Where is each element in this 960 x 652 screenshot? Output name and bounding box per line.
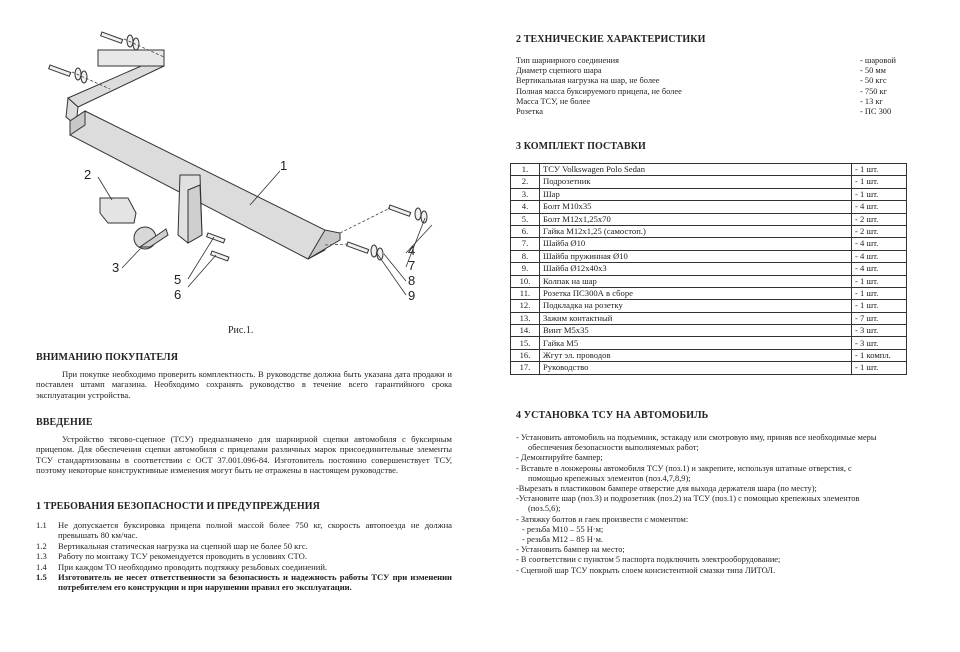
callout-1: 1 bbox=[280, 158, 288, 173]
safety-item: 1.3 Работу по монтажу ТСУ рекомендуется проводить в условиях СТО. bbox=[36, 551, 307, 562]
table-row: 12. Подкладка на розетку - 1 шт. bbox=[511, 300, 907, 312]
tow-hitch-drawing bbox=[40, 25, 460, 325]
spec-row: Полная масса буксируемого прицепа, не более - 750 кг bbox=[516, 86, 888, 96]
table-row: 8. Шайба пружинная Ø10 - 4 шт. bbox=[511, 250, 907, 262]
table-row: 6. Гайка М12х1,25 (самостоп.) - 2 шт. bbox=[511, 225, 907, 237]
figure-caption: Рис.1. bbox=[228, 325, 254, 336]
safety-item: 1.2 Вертикальная статическая нагрузка на сцепной шар не более 50 кгс. bbox=[36, 540, 308, 551]
table-row: 4. Болт М10х35 - 4 шт. bbox=[511, 201, 907, 213]
tow-hitch-svg bbox=[40, 25, 460, 325]
table-row: 2. Подрозетник - 1 шт. bbox=[511, 176, 907, 188]
install-line: - Установить автомобиль на подъемник, эстакаду или смотровую яму, приняв все необходимые меры bbox=[516, 433, 877, 442]
install-line: помощью крепежных элементов (поз.4,7,8,9); bbox=[528, 473, 691, 483]
table-row: 11. Розетка ПС300А в сборе - 1 шт. bbox=[511, 287, 907, 299]
table-row: 13. Зажим контактный - 7 шт. bbox=[511, 312, 907, 324]
safety-item-warning: 1.5 Изготовитель не несет ответственности за безопасность и надежность работы ТСУ при изменении потребителем его конструкции и при нарушении правил его эксплуатации. bbox=[36, 572, 452, 593]
kit-title: 3 КОМПЛЕКТ ПОСТАВКИ bbox=[516, 141, 646, 152]
table-row: 1. ТСУ Volkswagen Polo Sedan - 1 шт. bbox=[511, 164, 907, 176]
install-line: -Установите шар (поз.3) и подрозетник (поз.2) на ТСУ (поз.1) с помощью крепежных элементов bbox=[516, 494, 860, 504]
install-line: - Сцепной шар ТСУ покрыть слоем консистентной смазки типа ЛИТОЛ. bbox=[516, 565, 776, 575]
install-line: - Вставьте в лонжероны автомобиля ТСУ (поз.1) и закрепите, используя штатные отверстия, с bbox=[516, 463, 852, 473]
intro-text: Устройство тягово-сцепное (ТСУ) предназначено для шарнирной сцепки автомобиля с буксирным прицепом. Для обеспечения сцепки автомобиля с прицепами различных марок присоединительные элементы ТСУ стандартизованы в соответствии с ОСТ 37.001.096-84. Изготовитель постоянно совершенствует ТСУ, поэтому некоторые конструктивные изменения могут быть не отражены в настоящем руководстве. bbox=[36, 434, 452, 476]
spec-row: Вертикальная нагрузка на шар, не более - 50 кгс bbox=[516, 76, 887, 86]
install-line: - Установить бампер на место; bbox=[516, 545, 625, 555]
safety-title: 1 ТРЕБОВАНИЯ БЕЗОПАСНОСТИ И ПРЕДУПРЕЖДЕНИЯ bbox=[36, 501, 320, 512]
spec-row: Тип шарнирного соединения - шаровой bbox=[516, 56, 896, 65]
install-steps bbox=[516, 433, 936, 576]
callout-5: 5 bbox=[174, 272, 182, 287]
table-row: 17. Руководство - 1 шт. bbox=[511, 362, 907, 374]
install-line: - Затяжку болтов и гаек произвести с моментом: bbox=[516, 514, 689, 524]
install-line: -Вырезать в пластиковом бампере отверстие для выхода держателя шара (по месту); bbox=[516, 484, 817, 494]
install-line: - резьба М12 – 85 Н·м. bbox=[522, 535, 603, 545]
safety-item: 1.1 Не допускается буксировка прицепа полной массой более 750 кг, скорость автопоезда не должна превышать 80 км/час. bbox=[36, 520, 452, 541]
callout-3: 3 bbox=[112, 260, 120, 275]
safety-item: 1.4 При каждом ТО необходимо проводить подтяжку резьбовых соединений. bbox=[36, 561, 328, 572]
table-row: 5. Болт М12х1,25х70 - 2 шт. bbox=[511, 213, 907, 225]
buyer-notice-title: ВНИМАНИЮ ПОКУПАТЕЛЯ bbox=[36, 352, 179, 363]
spec-row: Диаметр сцепного шара - 50 мм bbox=[516, 66, 886, 76]
install-line: - Демонтируйте бампер; bbox=[516, 453, 603, 463]
callout-2: 2 bbox=[84, 167, 92, 182]
spec-row: Масса ТСУ, не более - 13 кг bbox=[516, 96, 883, 106]
callout-8: 8 bbox=[408, 273, 416, 288]
table-row: 9. Шайба Ø12х40х3 - 4 шт. bbox=[511, 263, 907, 275]
specs-list bbox=[516, 56, 896, 117]
callout-6: 6 bbox=[174, 287, 182, 302]
buyer-notice-text: При покупке необходимо проверить комплектность. В руководстве должна быть указана дата продажи и поставлен штамп магазина. Необходимо сохранять руководство в течение всего гарантийного срока эксплуатации устройства. bbox=[36, 369, 452, 400]
specs-title: 2 ТЕХНИЧЕСКИЕ ХАРАКТЕРИСТИКИ bbox=[516, 34, 706, 45]
install-line: - В соответствии с пунктом 5 паспорта подключить электрооборудование; bbox=[516, 555, 781, 565]
table-row: 16. Жгут эл. проводов - 1 компл. bbox=[511, 349, 907, 361]
table-row: 7. Шайба Ø10 - 4 шт. bbox=[511, 238, 907, 250]
install-line: (поз.5,6); bbox=[528, 504, 561, 514]
table-row: 10. Колпак на шар - 1 шт. bbox=[511, 275, 907, 287]
install-line: обеспечения безопасности выполняемых работ; bbox=[528, 443, 699, 453]
callout-4: 4 bbox=[408, 243, 416, 258]
table-row: 14. Винт М5х35 - 3 шт. bbox=[511, 325, 907, 337]
kit-table bbox=[510, 163, 907, 375]
install-line: - резьба М10 – 55 Н·м; bbox=[522, 524, 604, 534]
spec-row: Розетка - ПС 300 bbox=[516, 107, 892, 117]
safety-list bbox=[36, 520, 452, 593]
table-row: 15. Гайка М5 - 3 шт. bbox=[511, 337, 907, 349]
callout-7: 7 bbox=[408, 258, 416, 273]
install-title: 4 УСТАНОВКА ТСУ НА АВТОМОБИЛЬ bbox=[516, 410, 709, 421]
callout-9: 9 bbox=[408, 288, 416, 303]
intro-title: ВВЕДЕНИЕ bbox=[36, 417, 93, 428]
table-row: 3. Шар - 1 шт. bbox=[511, 188, 907, 200]
